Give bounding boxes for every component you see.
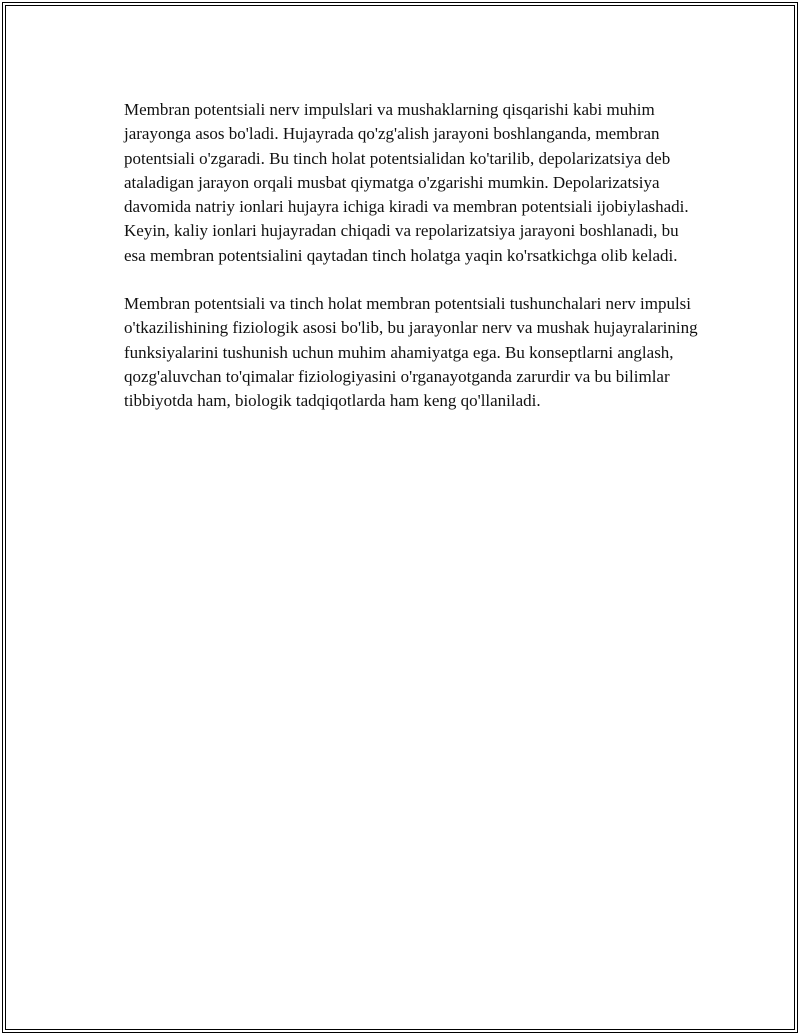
- document-body: [124, 98, 704, 438]
- paragraph-1: Membran potentsiali nerv impulslari va mushaklarning qisqarishi kabi muhim jarayonga asos bo'ladi. Hujayrada qo'zg'alish jarayoni boshlanganda, membran potentsiali o'zgaradi. Bu tinch holat potentsialidan ko'tarilib, depolarizatsiya deb ataladigan jarayon orqali musbat qiymatga o'zgarishi mumkin. Depolarizatsiya davomida natriy ionlari hujayra ichiga kiradi va membran potentsiali ijobiylashadi. Keyin, kaliy ionlari hujayradan chiqadi va repolarizatsiya jarayoni boshlanadi, bu esa membran potentsialini qaytadan tinch holatga yaqin ko'rsatkichga olib keladi.: [124, 100, 689, 265]
- page-frame: [2, 2, 798, 1033]
- paragraph-2: Membran potentsiali va tinch holat membran potentsiali tushunchalari nerv impulsi o'tkazilishining fiziologik asosi bo'lib, bu jarayonlar nerv va mushak hujayralarining funksiyalarini tushunish uchun muhim ahamiyatga ega. Bu konseptlarni anglash, qozg'aluvchan to'qimalar fiziologiyasini o'rganayotganda zarurdir va bu bilimlar tibbiyotda ham, biologik tadqiqotlarda ham keng qo'llaniladi.: [124, 294, 698, 411]
